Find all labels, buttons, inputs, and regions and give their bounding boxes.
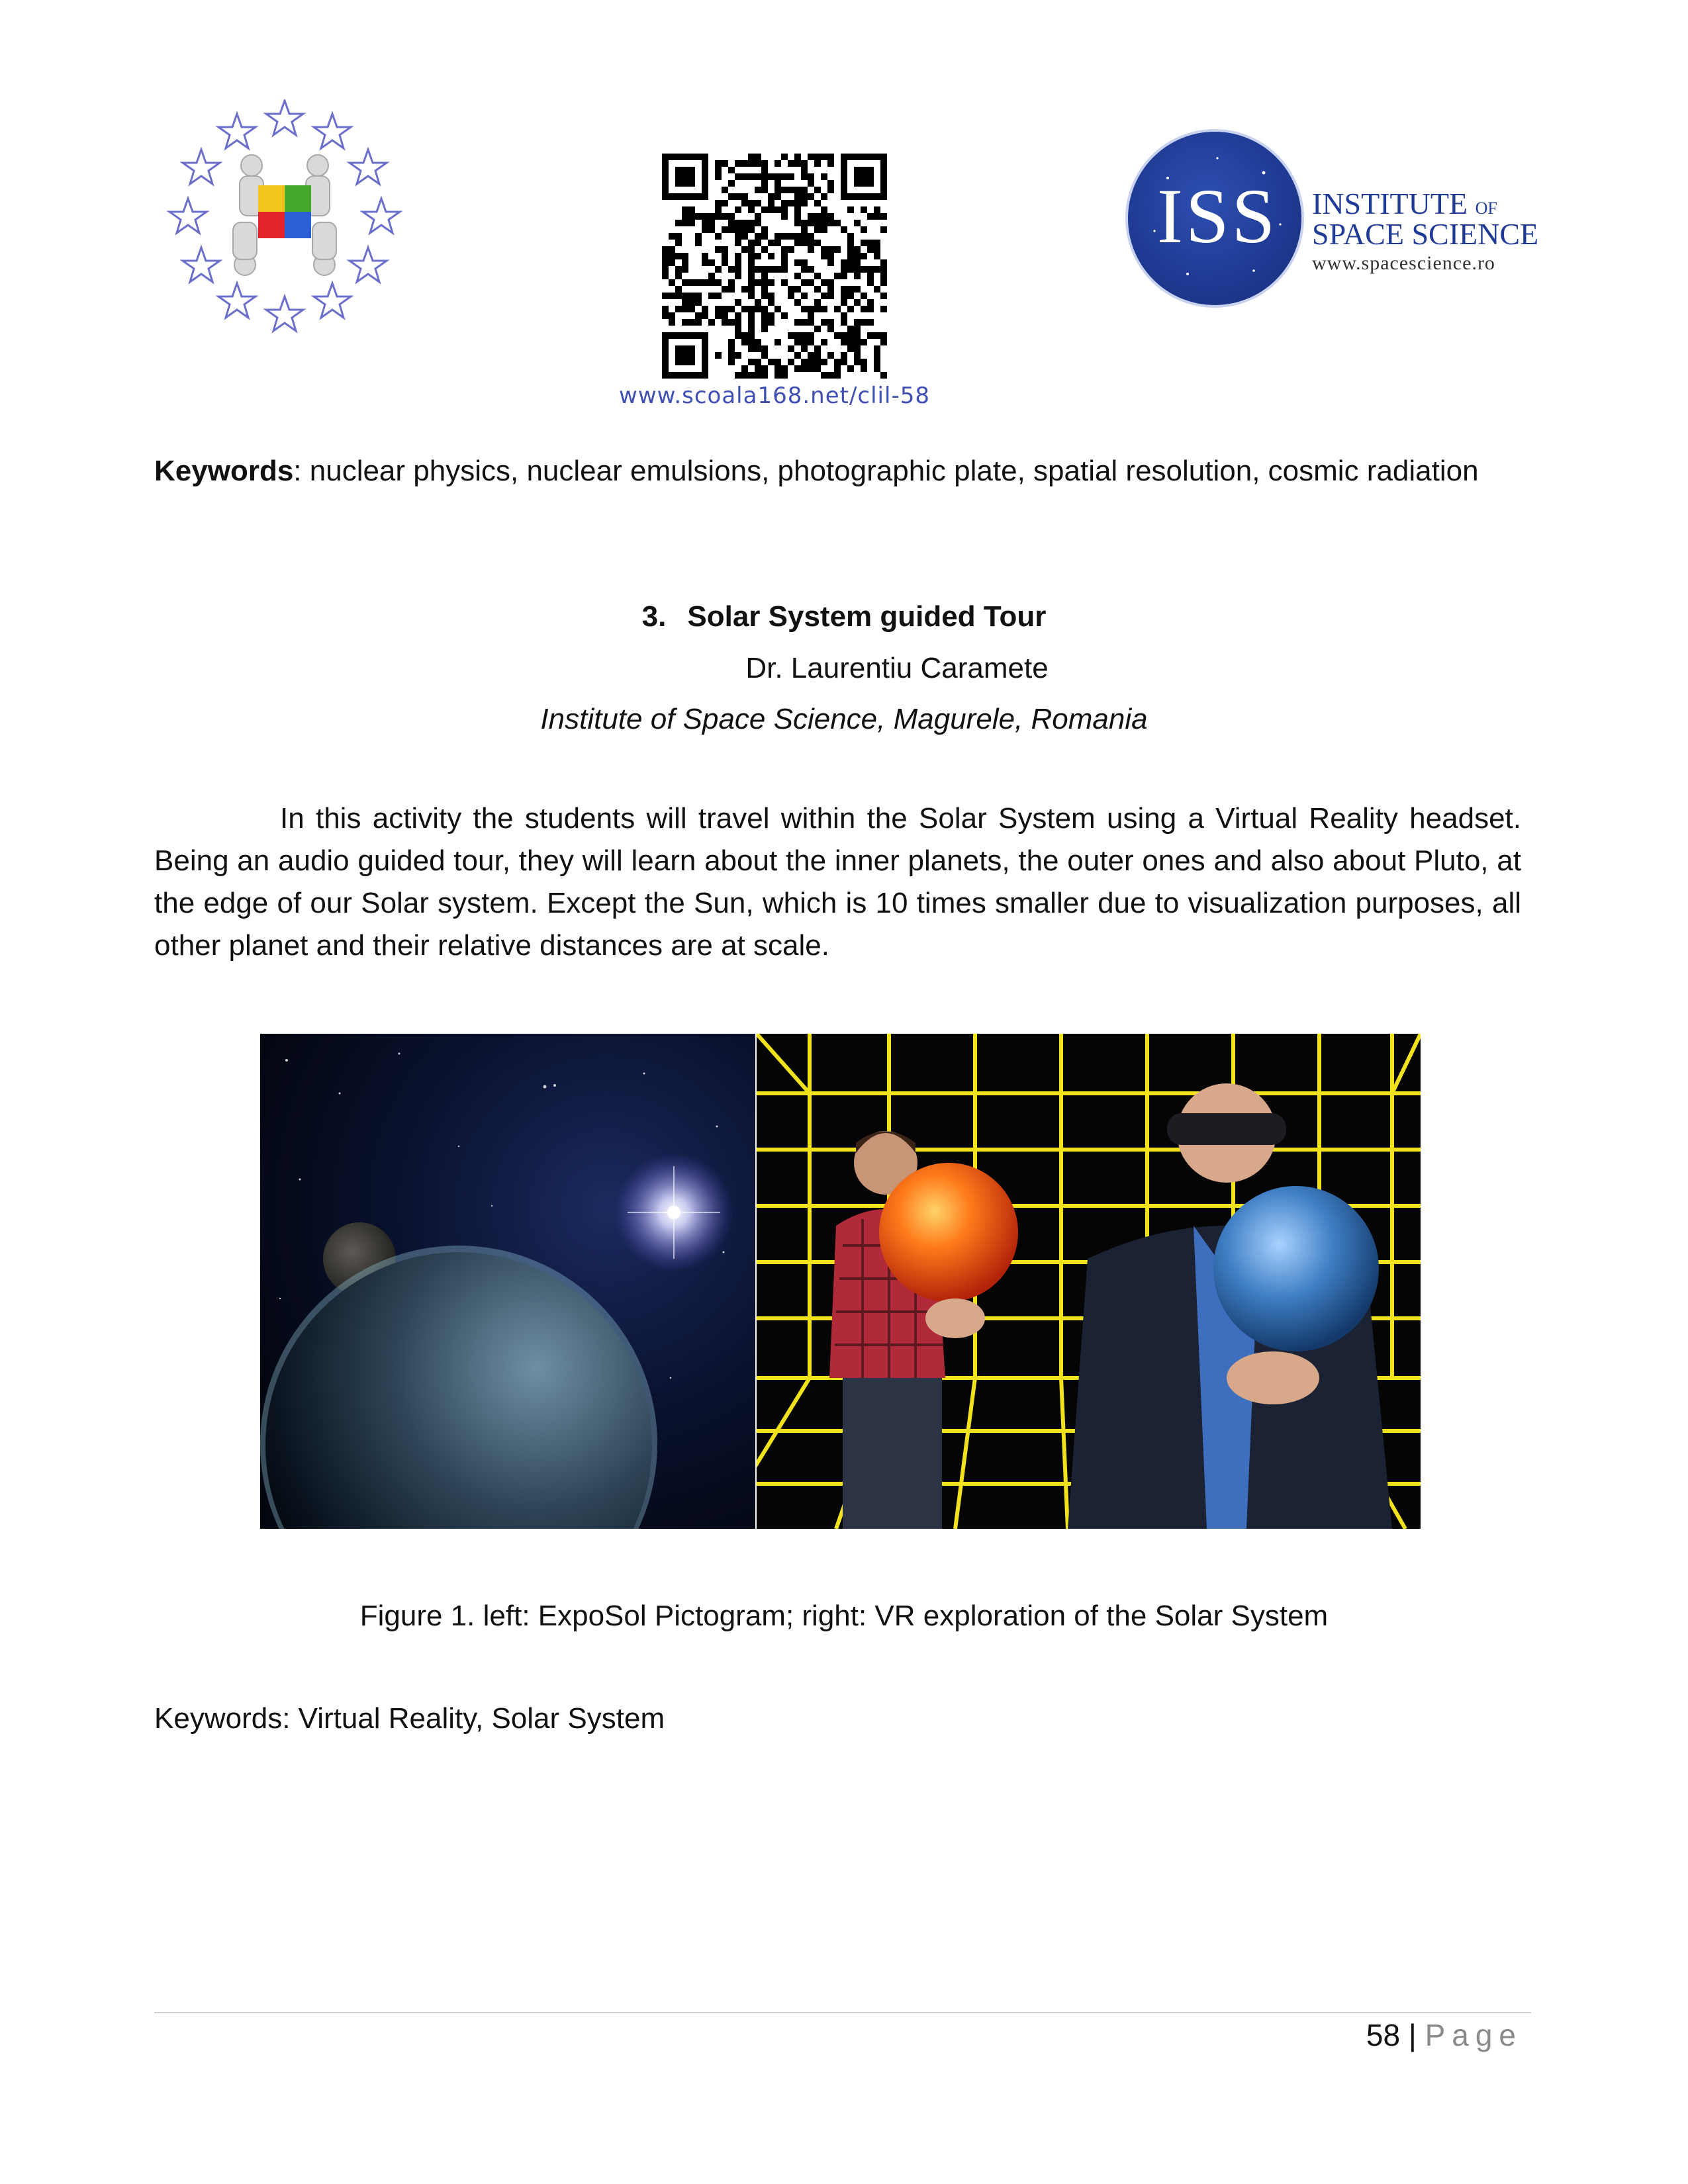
iss-logo bbox=[1125, 129, 1549, 308]
qr-finder-pattern bbox=[675, 167, 695, 187]
project-logo bbox=[165, 99, 404, 338]
section-title bbox=[0, 596, 1688, 638]
body-paragraph: In this activity the students will travel within the Solar System using a Virtual Reality headset. Being an audio guided tour, they will learn about the inner planets, the outer ones and also about Pluto, at the edge of our Solar system. Except the Sun, which is 10 times smaller due to visualization purposes, all other planet and their relative distances are at scale. bbox=[154, 802, 1521, 962]
figure-left-planet-image bbox=[260, 1034, 755, 1529]
iss-logo-circle bbox=[1125, 129, 1304, 308]
page-number: 58 bbox=[1366, 2018, 1401, 2052]
iss-letters: ISS bbox=[1156, 173, 1278, 259]
footer-divider bbox=[154, 2012, 1531, 2013]
footer-separator: | bbox=[1408, 2018, 1417, 2052]
keywords-label: Keywords bbox=[154, 455, 294, 487]
qr-finder-pattern bbox=[854, 167, 874, 187]
author-name: Dr. Laurentiu Caramete bbox=[745, 652, 1049, 684]
figure-right-vr-photo bbox=[757, 1034, 1421, 1529]
qr-url-link[interactable]: www.scoala168.net/clil-58 bbox=[619, 383, 930, 409]
page-label: Page bbox=[1425, 2018, 1523, 2052]
section-title-text: Solar System guided Tour bbox=[687, 600, 1047, 633]
figure-caption: Figure 1. left: ExpoSol Pictogram; right: VR exploration of the Solar System bbox=[359, 1600, 1329, 1632]
vr-exploration-illustration bbox=[757, 1034, 1421, 1529]
page-footer bbox=[1366, 2017, 1523, 2053]
iss-name-line1: INSTITUTE OF bbox=[1312, 187, 1497, 220]
section-number: 3. bbox=[641, 600, 667, 633]
qr-finder-pattern bbox=[675, 345, 695, 365]
qr-code-graphic bbox=[662, 154, 887, 379]
project-logo-graphic bbox=[165, 99, 404, 338]
keywords-paragraph bbox=[154, 450, 1521, 492]
iss-name-line2: SPACE SCIENCE bbox=[1312, 217, 1539, 251]
keywords-bottom: Keywords: Virtual Reality, Solar System bbox=[154, 1702, 665, 1735]
planet-illustration bbox=[260, 1034, 755, 1529]
qr-code[interactable] bbox=[662, 154, 887, 379]
iss-website: www.spacescience.ro bbox=[1312, 252, 1495, 274]
author-affiliation: Institute of Space Science, Magurele, Romania bbox=[540, 703, 1148, 735]
keywords-text: : nuclear physics, nuclear emulsions, photographic plate, spatial resolution, cosmic radiation bbox=[293, 455, 1479, 487]
